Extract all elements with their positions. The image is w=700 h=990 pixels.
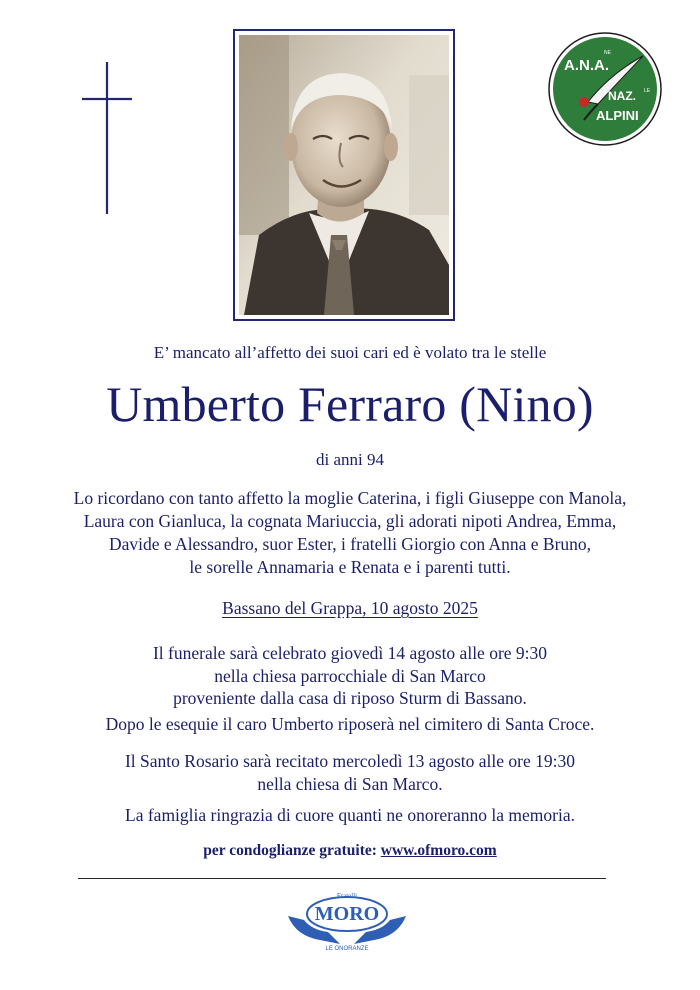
svg-text:NAZ.: NAZ.	[608, 89, 636, 103]
relatives-paragraph	[0, 487, 700, 579]
deceased-name: Umberto Ferraro (Nino)	[106, 376, 594, 432]
ana-alpini-logo	[548, 32, 662, 146]
relatives-line: Lo ricordano con tanto affetto la moglie Caterina, i figli Giuseppe con Manola,	[73, 488, 627, 508]
rosary-line: nella chiesa di San Marco.	[257, 773, 443, 794]
fratelli-moro-logo	[282, 886, 412, 954]
divider	[78, 878, 606, 879]
svg-text:LE: LE	[644, 88, 651, 94]
svg-text:NE: NE	[604, 50, 611, 56]
funeral-paragraph	[0, 642, 700, 710]
funeral-line: Il funerale sarà celebrato giovedì 14 agosto alle ore 9:30	[152, 643, 548, 663]
condolences-label: per condoglianze gratuite:	[203, 842, 377, 859]
portrait-photo	[233, 29, 455, 321]
funeral-line: nella chiesa parrocchiale di San Marco	[214, 665, 486, 686]
burial-text: Dopo le esequie il caro Umberto riposerà nel cimitero di Santa Croce.	[105, 714, 595, 734]
age-text: di anni 94	[316, 450, 384, 469]
portrait-image	[239, 35, 449, 315]
svg-text:Fratelli: Fratelli	[336, 892, 358, 900]
place-date: Bassano del Grappa, 10 agosto 2025	[222, 598, 478, 618]
rosary-line: Il Santo Rosario sarà recitato mercoledì 13 agosto alle ore 19:30	[124, 751, 575, 771]
cross-icon	[80, 62, 134, 214]
ana-logo-title: A.N.A.	[564, 57, 609, 74]
relatives-line: Laura con Gianluca, la cognata Mariuccia, gli adorati nipoti Andrea, Emma,	[83, 511, 617, 531]
relatives-line: Davide e Alessandro, suor Ester, i fratelli Giorgio con Anna e Bruno,	[108, 534, 592, 554]
condolences-line	[0, 842, 700, 860]
thanks-text: La famiglia ringrazia di cuore quanti ne onoreranno la memoria.	[125, 805, 575, 825]
moro-brand: MORO	[314, 903, 380, 925]
intro-text: E’ mancato all’affetto dei suoi cari ed è volato tra le stelle	[153, 343, 547, 362]
condolences-link[interactable]: www.ofmoro.com	[380, 842, 497, 859]
rosary-paragraph	[0, 750, 700, 795]
relatives-line: le sorelle Annamaria e Renata e i parenti tutti.	[189, 557, 511, 577]
svg-text:LE ONORANZE: LE ONORANZE	[325, 946, 369, 952]
funeral-line: proveniente dalla casa di riposo Sturm di Bassano.	[173, 688, 527, 708]
svg-text:ALPINI: ALPINI	[596, 108, 639, 123]
